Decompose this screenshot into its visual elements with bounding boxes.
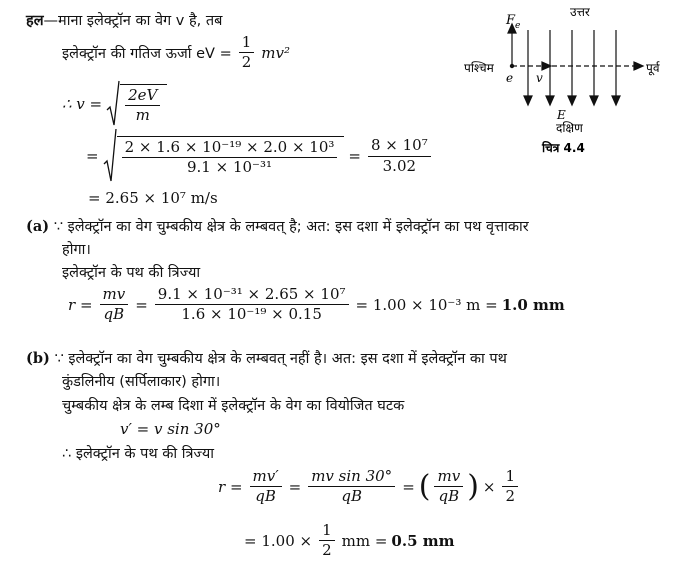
r-eq: r =: [68, 295, 93, 314]
part-b-result: [244, 522, 454, 560]
frac3-num: 8 × 10⁷: [368, 137, 431, 156]
r-frac2-num: 9.1 × 10⁻³¹ × 2.65 × 10⁷: [155, 286, 349, 305]
ke-num: 1: [239, 34, 255, 53]
part-b-text1: ∵ इलेक्ट्रॉन का वेग चुम्बकीय क्षेत्र के लम्बवत् नहीं है। अत: इस दशा में इलेक्ट्रॉन का पथ: [54, 351, 507, 367]
r-frac1-den: qB: [103, 305, 125, 324]
sqrt1-num: 2eV: [125, 87, 160, 106]
part-a-label: (a): [26, 218, 50, 235]
b-frac2-num: mv sin 30°: [308, 468, 395, 487]
sqrt-symbol-2: [103, 128, 345, 184]
part-b-radius-text: ∴ इलेक्ट्रॉन के पथ की त्रिज्या: [62, 446, 214, 462]
sqrt-symbol-1: [106, 80, 167, 128]
figure-caption: चित्र 4.4: [542, 141, 585, 155]
part-b-line2: कुंडलिनीय (सर्पिलाकार) होगा।: [62, 374, 221, 390]
ke-den: 2: [241, 53, 252, 72]
r-frac2: [155, 286, 349, 324]
part-b-radius-formula: [218, 468, 521, 506]
kinetic-energy-line: [62, 34, 290, 72]
velocity-result: = 2.65 × 10⁷ m/s: [88, 189, 218, 207]
part-a-line2: होगा।: [62, 242, 91, 258]
b-frac4: [502, 468, 518, 506]
b-frac4-num: 1: [502, 468, 518, 487]
west-label: पश्चिम: [464, 61, 494, 75]
b-result-frac: [319, 522, 335, 560]
eq-sign-1: =: [86, 147, 99, 165]
part-a-radius-text: इलेक्ट्रॉन के पथ की त्रिज्या: [62, 265, 201, 281]
sqrt2-fraction: [122, 139, 338, 177]
ke-tail: mv²: [261, 43, 290, 62]
velocity-axis: [512, 62, 643, 70]
field-lines: [524, 30, 620, 105]
part-a-line1: [26, 216, 529, 236]
r-frac1-num: mv: [100, 286, 129, 305]
eq-sign-5: =: [402, 477, 415, 496]
therefore-v: ∴ v =: [62, 95, 103, 113]
b-frac3: [434, 468, 463, 506]
ke-text: इलेक्ट्रॉन की गतिज ऊर्जा eV =: [62, 45, 232, 62]
r-result-bold: 1.0 mm: [501, 295, 565, 314]
part-a-radius-formula: [68, 286, 565, 324]
south-label: दक्षिण: [556, 121, 583, 135]
part-b-line3: चुम्बकीय क्षेत्र के लम्ब दिशा में इलेक्ट्रॉन के वेग का वियोजित घटक: [62, 398, 405, 414]
b-frac1-den: qB: [255, 487, 276, 506]
eq-sign-3: =: [135, 295, 148, 314]
intro-text: —माना इलेक्ट्रॉन का वेग v है, तब: [43, 13, 223, 29]
part-b-label: (b): [26, 350, 50, 367]
b-frac1-num: mv′: [250, 468, 282, 487]
r-frac2-den: 1.6 × 10⁻¹⁹ × 0.15: [181, 305, 322, 324]
part-b-line1: [26, 348, 507, 368]
r-eq-b: r =: [218, 477, 243, 496]
b-frac2: [308, 468, 395, 506]
v-prime-eq: v′ = v sin 30°: [120, 420, 221, 438]
intro-line: [26, 10, 222, 30]
right-paren: ): [467, 468, 479, 504]
eq-sign-4: =: [288, 477, 302, 496]
east-label: पूर्व: [646, 61, 660, 75]
left-paren: (: [418, 468, 431, 504]
field-label: E: [557, 108, 566, 122]
frac3: [368, 137, 431, 175]
eq-sign-2: =: [348, 147, 361, 165]
ke-fraction: [239, 34, 255, 72]
velocity-formula: [62, 80, 167, 128]
b-frac2-den: qB: [341, 487, 362, 506]
b-result-unit: mm =: [341, 531, 388, 550]
sqrt1-fraction: [125, 87, 160, 125]
b-frac4-den: 2: [505, 487, 516, 506]
velocity-label: v: [536, 71, 543, 85]
north-label: उत्तर: [570, 5, 590, 19]
sqrt1-den: m: [135, 106, 150, 124]
b-result-bold: 0.5 mm: [391, 531, 455, 550]
sqrt2-num: 2 × 1.6 × 10⁻¹⁹ × 2.0 × 10³: [122, 139, 338, 158]
electron-label: e: [506, 71, 514, 85]
b-frac1: [250, 468, 282, 506]
velocity-numeric: [86, 128, 434, 184]
sqrt2-den: 9.1 × 10⁻³¹: [186, 158, 272, 176]
solution-label: हल: [26, 13, 44, 29]
figure-4-4: [462, 2, 676, 162]
b-frac3-num: mv: [434, 468, 463, 487]
part-a-text1: ∵ इलेक्ट्रॉन का वेग चुम्बकीय क्षेत्र के लम्बवत् है; अत: इस दशा में इलेक्ट्रॉन का पथ वृत्ताकार: [53, 219, 529, 235]
times-sign: ×: [482, 477, 496, 496]
r-frac1: [100, 286, 129, 324]
r-result-plain: = 1.00 × 10⁻³ m =: [355, 295, 498, 314]
force-label: F: [506, 13, 516, 28]
b-result-num: 1: [319, 522, 335, 541]
b-result-den: 2: [322, 541, 332, 560]
b-frac3-den: qB: [438, 487, 460, 506]
b-result-plain: = 1.00 ×: [244, 531, 313, 550]
force-subscript: e: [515, 21, 521, 31]
frac3-den: 3.02: [382, 156, 417, 175]
